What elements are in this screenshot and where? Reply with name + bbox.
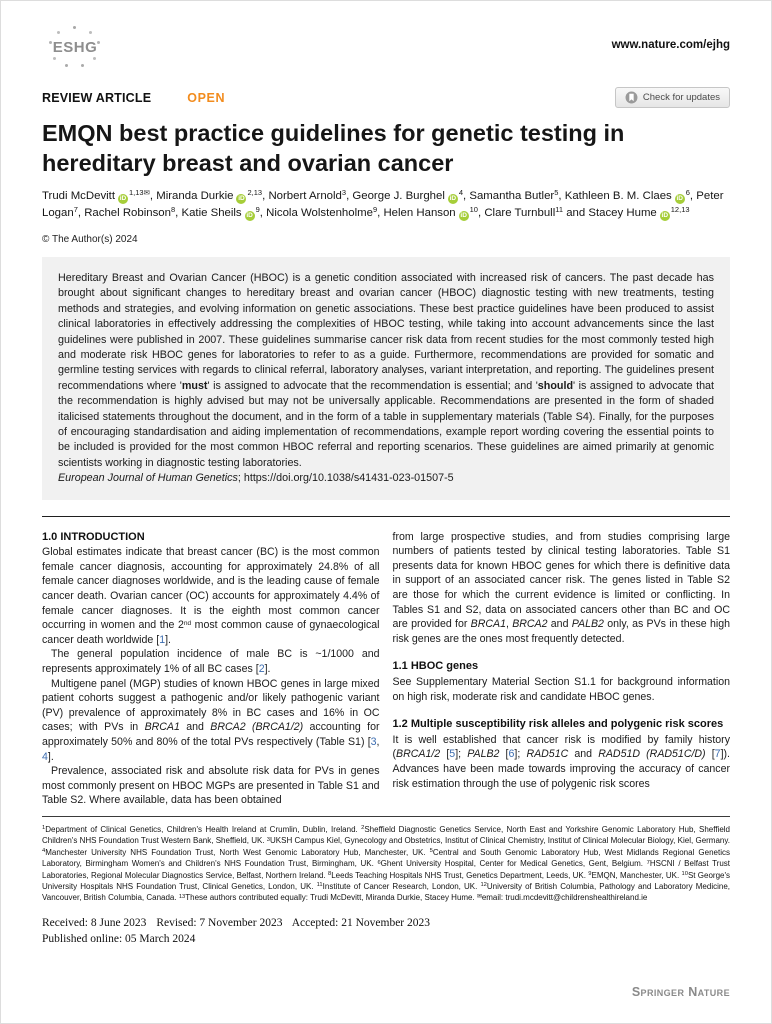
author-name: Norbert Arnold xyxy=(268,190,342,202)
text-segment: ]; xyxy=(455,748,468,761)
article-history xyxy=(42,915,730,947)
text-segment: [ xyxy=(705,748,715,761)
text-segment: BRCA1 xyxy=(470,618,506,631)
orcid-icon[interactable]: iD xyxy=(449,195,457,202)
abstract-box xyxy=(42,257,730,500)
text-segment: UKSH Campus Kiel, Gynecology and Obstetrics, Institut of Clinical Chemistry, Institut of Clinical Molecular Biology, Kiel, Germany. xyxy=(270,836,730,846)
text-segment: , xyxy=(505,618,513,631)
author-name: Helen Hanson xyxy=(383,207,456,219)
text-segment: Institute of Cancer Research, London, UK. xyxy=(322,882,481,891)
text-segment: only, as PVs in these high risk genes are the ones most frequently detected. xyxy=(392,618,730,645)
text-segment: and xyxy=(179,721,211,734)
text-segment: BRCA1 xyxy=(144,721,180,734)
text-segment: ]. xyxy=(264,663,271,676)
text-segment: ' is assigned to advocate that the recommendation is highly advised but may not be universally applicable. Recommendations are presented in the form of shaded italicised statements throughout the document, and in the form of a table in supplementary materials (Table S4). Finally, for the purposes of encouraging standardisation and aiding implementation of recommendations, example report wording covering the essential points to be included is provided for the most common HBOC referral and reporting scenarios. These guidelines are aimed primarily at genomic scientists working in diagnostic testing laboratories. xyxy=(58,379,715,469)
body-paragraph xyxy=(393,675,731,704)
reference-link[interactable]: 6 xyxy=(508,748,515,761)
text-segment: 9 xyxy=(588,870,592,877)
author-name: Trudi McDevitt xyxy=(42,190,115,202)
received-date: Received: 8 June 2023 xyxy=(42,916,147,929)
history-line xyxy=(42,915,730,931)
author-affiliation-superscript: 8 xyxy=(170,204,176,214)
author-name: Kathleen B. M. Claes xyxy=(564,190,672,202)
body-paragraph xyxy=(393,733,731,791)
reference-link[interactable]: 2 xyxy=(258,663,265,676)
author-name: Peter Logan xyxy=(42,190,724,219)
copyright-line: © The Author(s) 2024 xyxy=(42,234,138,245)
eshg-logo-text: ESHG xyxy=(52,39,98,56)
text-segment: ]. xyxy=(165,633,171,646)
author xyxy=(352,187,464,202)
text-segment: HSCNI / Belfast Trust Laboratories, Regional Molecular Diagnostics Service, Belfast, Northern Ireland. xyxy=(42,859,731,880)
author-affiliation-superscript: 2,13 xyxy=(247,187,263,197)
text-segment: ' is assigned to advocate that the recommendation is essential; and ' xyxy=(207,379,538,392)
masthead xyxy=(42,25,730,77)
text-segment: 1 xyxy=(42,825,46,832)
left-column xyxy=(42,530,380,808)
author-affiliation-superscript: 4 xyxy=(458,187,464,197)
text-segment: accounting for approximately 50% and 80% of the total PVs respectively (Table S1) [ xyxy=(42,721,380,748)
text-segment: RAD51C xyxy=(526,748,569,761)
author-name: Miranda Durkie xyxy=(156,190,234,202)
text-segment: ]. xyxy=(47,750,54,763)
orcid-icon[interactable]: iD xyxy=(661,212,669,219)
author xyxy=(42,187,150,202)
journal-url-link[interactable]: www.nature.com/ejhg xyxy=(611,39,730,51)
author-affiliation-superscript: 3 xyxy=(341,187,347,197)
text-segment: BRCA2 xyxy=(512,618,548,631)
body-paragraph xyxy=(393,530,731,647)
body-paragraph xyxy=(42,545,380,647)
text-segment: See Supplementary Material Section S1.1 for background information on high risk, moderate risk and candidate HBOC genes. xyxy=(392,676,730,703)
reference-link[interactable]: 7 xyxy=(714,748,721,761)
eshg-logo xyxy=(42,25,108,73)
orcid-icon[interactable]: iD xyxy=(246,212,253,219)
orcid-icon[interactable]: iD xyxy=(460,212,467,219)
author xyxy=(469,187,559,202)
text-segment: ]; xyxy=(514,748,527,761)
author xyxy=(181,204,260,219)
reference-link[interactable]: 1 xyxy=(159,633,166,646)
author-name: Stacey Hume xyxy=(588,207,657,219)
body-columns xyxy=(42,530,730,808)
affiliations-footnote xyxy=(42,816,730,904)
right-column xyxy=(393,530,731,808)
affiliations-text xyxy=(42,824,730,904)
author xyxy=(156,187,263,202)
text-segment: Central and South Genomic Laboratory Hub, West Midlands Regional Genetics Laboratory, Birmingham Women's and Children's NHS Foundation Trust, Birmingham, UK. xyxy=(42,847,730,869)
author-affiliation-superscript: 9 xyxy=(372,204,378,214)
text-segment: EMQN, Manchester, UK. xyxy=(591,870,682,880)
section-heading: 1.1 HBOC genes xyxy=(392,660,479,673)
author-affiliation-superscript: 6 xyxy=(685,187,690,197)
text-segment: 2 xyxy=(361,825,365,832)
text-segment: It is well established that cancer risk is modified by family history ( xyxy=(392,733,730,761)
author-affiliation-superscript: 12,13 xyxy=(670,204,690,214)
author-affiliation-superscript: 10 xyxy=(469,204,478,214)
check-for-updates-button[interactable] xyxy=(615,87,730,108)
text-segment: most common cause of gynaecological cancer death worldwide [ xyxy=(42,619,380,646)
crossmark-bookmark-icon xyxy=(625,91,638,104)
accepted-date: Accepted: 21 November 2023 xyxy=(291,916,431,929)
text-segment: nd xyxy=(183,619,192,627)
text-segment: 8 xyxy=(328,870,332,877)
text-segment: Prevalence, associated risk and absolute risk data for PVs in genes most commonly present on HBOC MGPs are presented in Table S1 and Table S2. Where available, data has been obtained xyxy=(42,765,380,807)
text-segment: PALB2 xyxy=(467,748,500,761)
author-affiliation-superscript: 7 xyxy=(73,204,78,214)
text-segment: from large prospective studies, and from studies comprising large numbers of patients tested by clinical testing laboratories. Table S1 presents data for known HBOC genes for which there is definitive data in support of an associated cancer risk. The genes listed in Table S2 are those for which the current evidence is limited or conflicting. In Tables S1 and S2, data on associated cancers other than BC and OC are provided for xyxy=(392,530,730,631)
text-segment: [ xyxy=(499,748,509,761)
author-affiliation-superscript: 11 xyxy=(555,204,564,214)
text-segment: 7 xyxy=(646,859,650,866)
text-segment: Hereditary Breast and Ovarian Cancer (HBOC) is a genetic condition associated with increased risk of cancers. The past decade has brought about significant changes to hereditary breast and ovarian cancer (HBOC) diagnostic testing with new treatments, testing methods and strategies, and evolving information on genetic associations. These best practice guidelines have been produced to assist clinical laboratories in effectively addressing the complexities of HBOC testing, while taking into account advancements since the last guidelines were published in 2007. These guidelines summarise cancer risk data from recent studies for the most commonly tested high and moderate risk HBOC genes for laboratories to refer to as a guide. Furthermore, recommendations are provided for somatic and germline testing services with regards to clinical referral, laboratory analyses, variant interpretation, and reporting. The guidelines present recommendations where ' xyxy=(58,272,714,392)
eshg-logo-stars-icon xyxy=(42,25,45,28)
text-segment: Ghent University Hospital, Center for Medical Genetics, Gent, Belgium. xyxy=(380,859,647,869)
text-segment: 12 xyxy=(480,882,487,889)
reference-link[interactable]: 5 xyxy=(449,748,456,761)
author-name: Nicola Wolstenholme xyxy=(266,207,373,219)
text-segment: 13 xyxy=(178,893,186,900)
article-title: EMQN best practice guidelines for genetic testing in hereditary breast and ovarian cancer xyxy=(42,120,625,176)
text-segment: [ xyxy=(440,748,450,761)
citation-line[interactable] xyxy=(58,471,714,486)
author xyxy=(484,204,564,219)
author xyxy=(84,204,176,219)
author-name: Samantha Butler xyxy=(469,190,555,202)
text-segment: 10 xyxy=(681,870,688,877)
author-affiliation-superscript: 1,13 xyxy=(129,187,144,197)
author xyxy=(268,187,347,202)
author-affiliation-superscript: 9 xyxy=(255,204,260,214)
text-segment: , xyxy=(376,736,380,748)
orcid-icon[interactable]: iD xyxy=(119,195,127,202)
publisher-logo: Springer Nature xyxy=(631,985,730,999)
corresponding-author-email-icon[interactable]: ✉ xyxy=(143,187,150,197)
text-segment: 4 xyxy=(42,848,46,855)
text-segment: BRCA1/2 xyxy=(396,748,441,761)
author xyxy=(564,187,690,202)
author-list: Trudi McDevitt $iD^{1,13✉}$, Miranda Durkie iD$^{2,13}$, Norbert Arnold$^3$, George J. Burghel $iD^4$, Samantha Butler$^5$, Kathleen B. M. Claes $iD^6$, Peter Logan$^7$, Rachel Robinson$^8$, Katie Sheils $iD^9$, Nicola Wolstenholme$^9$, Helen Hanson $iD^{10}$, Clare Turnbull$^{11}$ and Stacey Hume iD$^{12,13}$ xyxy=(42,187,724,219)
text-segment: BRCA2 (BRCA1/2) xyxy=(210,721,304,734)
text-segment: email: trudi.mcdevitt@childrenshealthireland.ie xyxy=(481,893,648,903)
text-segment: Manchester University NHS Foundation Trust, North West Genomic Laboratory Hub, Manchester, UK. xyxy=(45,847,430,857)
body-paragraph xyxy=(42,677,380,765)
author-name: Clare Turnbull xyxy=(484,207,556,219)
text-segment: should xyxy=(537,379,574,392)
revised-date: Revised: 7 November 2023 xyxy=(156,916,283,929)
text-segment: Sheffield Diagnostic Genetics Service, North East and Yorkshire Genomic Laboratory Hub, Sheffield Children's NHS Foundation Trust Western Bank, Sheffield, UK. xyxy=(42,824,730,846)
text-segment: 5 xyxy=(429,848,433,855)
body-paragraph xyxy=(42,647,380,676)
text-segment: Leeds Teaching Hospitals NHS Trust, Genetics Department, Leeds, UK. xyxy=(331,870,589,880)
author-name: Rachel Robinson xyxy=(84,207,171,219)
open-access-label: OPEN xyxy=(187,90,226,105)
text-segment: Department of Clinical Genetics, Children's Health Ireland at Crumlin, Dublin, Ireland. xyxy=(45,824,362,834)
section-divider xyxy=(42,516,730,517)
text-segment: Multigene panel (MGP) studies of known HBOC genes in large mixed patient cohorts suggest a pathogenic and/or likely pathogenic variant (PV) prevalence of approximately 8% in BC cases and 16% in OC cases; with PVs in xyxy=(42,677,380,734)
text-segment: must xyxy=(181,379,208,392)
text-segment: 11 xyxy=(316,882,323,889)
text-segment: Global estimates indicate that breast cancer (BC) is the most common female cancer diagnosis, accounting for approximately 24.8% of all female cancer diagnoses worldwide, and is the leading cause of female cancer death. Ovarian cancer (OC) accounts for approximately 4.4% of female cancer diagnoses. It is the eighth most common cancer occurring in women and the 2 xyxy=(42,546,380,632)
reference-link[interactable]: 3 xyxy=(370,736,377,748)
text-segment: The general population incidence of male BC is ~1/1000 and represents approximately 1% of all BC cases [ xyxy=(42,648,380,676)
orcid-icon[interactable]: iD xyxy=(676,195,683,202)
text-segment: and xyxy=(547,618,572,631)
article-type-label: REVIEW ARTICLE xyxy=(42,90,152,105)
author-name: Katie Sheils xyxy=(181,207,242,219)
text-segment: ]). Advances have been made towards improving the accuracy of cancer risk estimation through the use of polygenic risk scores xyxy=(392,748,730,790)
reference-link[interactable]: 4 xyxy=(42,750,48,763)
author xyxy=(383,204,478,219)
text-segment: RAD51D (RAD51C/D) xyxy=(598,748,706,761)
text-segment: 3 xyxy=(266,836,271,843)
article-type-row xyxy=(42,87,730,108)
text-segment: University of British Columbia, Pathology and Laboratory Medicine, Vancouver, British Columbia, Canada. xyxy=(42,882,730,903)
body-paragraph xyxy=(42,764,380,808)
author xyxy=(266,204,378,219)
text-segment: European Journal of Human Genetics xyxy=(58,472,238,485)
text-segment: PALB2 xyxy=(571,618,604,631)
author xyxy=(588,204,690,219)
abstract-text xyxy=(58,271,714,471)
orcid-icon[interactable]: iD xyxy=(238,195,245,202)
author-name: George J. Burghel xyxy=(352,190,445,202)
check-for-updates-label: Check for updates xyxy=(642,92,720,103)
text-segment: ; https://doi.org/10.1038/s41431-023-01507-5 xyxy=(237,472,454,485)
text-segment: ✉ xyxy=(476,893,482,900)
text-segment: and xyxy=(568,748,599,761)
published-date: Published online: 05 March 2024 xyxy=(42,932,196,945)
section-heading: 1.0 INTRODUCTION xyxy=(42,530,145,543)
author-affiliation-superscript: 5 xyxy=(554,187,559,197)
text-segment: St George's University Hospitals NHS Foundation Trust, Clinical Genetics, London, UK. xyxy=(42,870,730,891)
text-segment: These authors contributed equally: Trudi McDevitt, Miranda Durkie, Stacey Hume. xyxy=(185,893,477,903)
text-segment: 6 xyxy=(377,859,381,866)
section-heading: 1.2 Multiple susceptibility risk alleles and polygenic risk scores xyxy=(392,718,724,731)
